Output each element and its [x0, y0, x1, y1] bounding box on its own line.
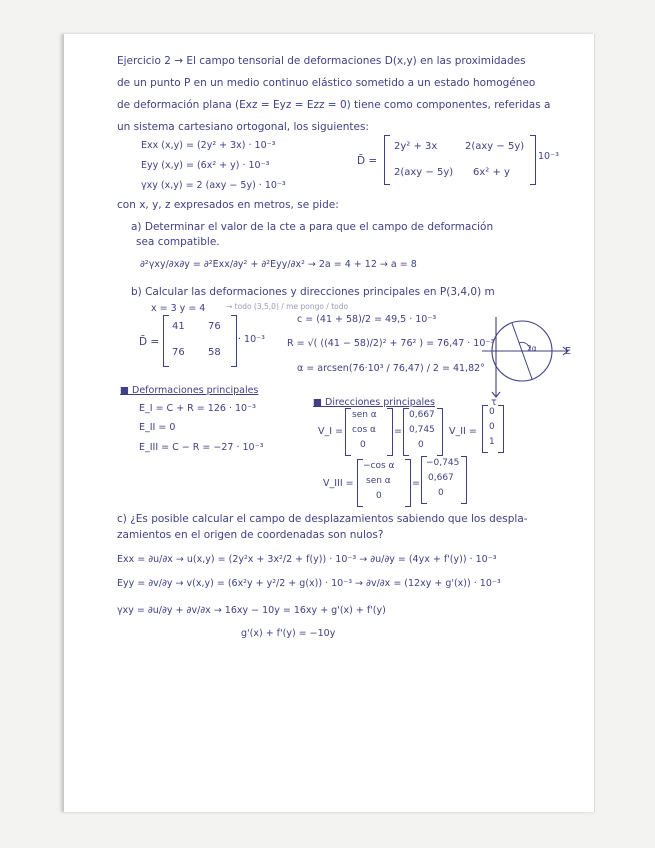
intro-line-3: de deformación plana (Exz = Eyz = Ezz = 0) tiene como componentes, referidas a — [117, 99, 551, 111]
part-c-eyy: Eyy = ∂v/∂y → v(x,y) = (6x²y + y²/2 + g(x)) · 10⁻³ → ∂v/∂x = (12xy + g'(x)) · 10⁻³ — [117, 578, 501, 589]
vector-3-equals: = — [412, 478, 420, 489]
point-matrix-a21: 76 — [172, 347, 185, 358]
angle-label: 2α — [527, 344, 537, 353]
point-matrix-a12: 76 — [208, 321, 221, 332]
intro-line-4: un sistema cartesiano ortogonal, los siguientes: — [117, 121, 369, 133]
vector-3-label: V_III = — [323, 478, 354, 489]
vector-1-row-2: cos α — [352, 425, 376, 435]
tensor-a22: 6x² + y — [473, 167, 510, 178]
radius-equation: R = √( ((41 − 58)/2)² + 76² ) = 76,47 · 10⁻³ — [287, 338, 495, 349]
intro-line-1: Ejercicio 2 → El campo tensorial de deformaciones D(x,y) en las proximidades — [117, 55, 526, 67]
vector-1-numeric — [403, 408, 443, 456]
vector-1-row-3: 0 — [360, 440, 366, 450]
axis-tau-label: τ — [491, 397, 497, 408]
mohr-radius — [512, 323, 522, 351]
deformations-heading: ■ Deformaciones principales — [120, 385, 259, 396]
part-a-line-2: sea compatible. — [136, 236, 220, 248]
vector-3-symbolic — [357, 459, 411, 507]
tensor-matrix — [384, 135, 536, 185]
vector-1-symbolic — [345, 408, 393, 456]
part-c-line-1: c) ¿Es posible calcular el campo de desplazamientos sabiendo que los despla- — [117, 513, 528, 525]
vector-1-equals: = — [394, 426, 402, 437]
vector-2-row-2: 0 — [489, 422, 495, 432]
tensor-a21: 2(axy − 5y) — [394, 167, 454, 178]
center-equation: c = (41 + 58)/2 = 49,5 · 10⁻³ — [297, 314, 437, 325]
part-b-line-1: b) Calcular las deformaciones y direcciones principales en P(3,4,0) m — [131, 286, 495, 298]
vector-3-num-row-1: −0,745 — [426, 458, 460, 468]
component-exx: Exx (x,y) = (2y² + 3x) · 10⁻³ — [141, 140, 276, 151]
mohr-circle-diagram — [478, 313, 574, 409]
vector-3-numeric — [421, 456, 467, 504]
point-coordinates: x = 3 y = 4 — [151, 303, 206, 314]
part-c-exx: Exx = ∂u/∂x → u(x,y) = (2y²x + 3x²/2 + f(y)) · 10⁻³ → ∂u/∂y = (4yx + f'(y)) · 10⁻³ — [117, 554, 497, 565]
vector-1-num-row-3: 0 — [418, 440, 424, 450]
vector-3-row-2: sen α — [366, 476, 391, 486]
faint-note: → todo (3,5,0) / me pongo / todo — [226, 302, 349, 311]
vector-2-label: V_II = — [449, 426, 477, 437]
principal-e1: E_I = C + R = 126 · 10⁻³ — [139, 403, 256, 414]
component-eyy: Eyy (x,y) = (6x² + y) · 10⁻³ — [141, 160, 270, 171]
part-a-compatibility-equation: ∂²γxy/∂x∂y = ∂²Exx/∂y² + ∂²Eyy/∂x² → 2a = 4 + 12 → a = 8 — [140, 259, 417, 270]
tensor-factor: 10⁻³ — [538, 151, 559, 162]
intro-line-2: de un punto P en un medio continuo elástico sometido a un estado homogéneo — [117, 77, 536, 89]
component-gxy: γxy (x,y) = 2 (axy − 5y) · 10⁻³ — [141, 180, 286, 191]
alpha-equation: α = arcsen(76·10³ / 76,47) / 2 = 41,82° — [297, 363, 485, 374]
point-matrix-factor: · 10⁻³ — [238, 334, 265, 345]
part-c-gxy: γxy = ∂u/∂y + ∂v/∂x → 16xy − 10y = 16xy + g'(x) + f'(y) — [117, 605, 386, 616]
tensor-label: D̄ = — [357, 155, 378, 167]
part-c-line-2: zamientos en el origen de coordenadas son nulos? — [117, 529, 384, 541]
point-matrix-label: D̄ = — [139, 336, 160, 348]
vector-1-label: V_I = — [318, 426, 344, 437]
mohr-radius-opposite — [522, 351, 532, 379]
vector-1-row-1: sen α — [352, 410, 377, 420]
tensor-a12: 2(axy − 5y) — [465, 141, 525, 152]
vector-2-row-1: 0 — [489, 407, 495, 417]
directions-heading: ■ Direcciones principales — [313, 397, 435, 408]
vector-1-num-row-2: 0,745 — [409, 425, 435, 435]
units-line: con x, y, z expresados en metros, se pide: — [117, 199, 339, 211]
vector-3-num-row-3: 0 — [438, 488, 444, 498]
vector-1-num-row-1: 0,667 — [409, 410, 435, 420]
directions-heading-text: Direcciones principales — [325, 397, 435, 408]
axis-e-label: E — [565, 346, 572, 357]
part-c-last: g'(x) + f'(y) = −10y — [241, 628, 336, 639]
point-matrix-a11: 41 — [172, 321, 185, 332]
principal-e2: E_II = 0 — [139, 422, 176, 433]
vector-2 — [482, 405, 504, 453]
point-matrix — [163, 315, 237, 367]
vector-2-row-3: 1 — [489, 437, 495, 447]
deformations-heading-text: Deformaciones principales — [132, 385, 259, 396]
point-matrix-a22: 58 — [208, 347, 221, 358]
vector-3-row-3: 0 — [376, 491, 382, 501]
principal-e3: E_III = C − R = −27 · 10⁻³ — [139, 442, 264, 453]
part-a-line-1: a) Determinar el valor de la cte a para que el campo de deformación — [131, 221, 494, 233]
vector-3-row-1: −cos α — [363, 461, 395, 471]
tensor-a11: 2y² + 3x — [394, 141, 438, 152]
vector-3-num-row-2: 0,667 — [428, 473, 454, 483]
